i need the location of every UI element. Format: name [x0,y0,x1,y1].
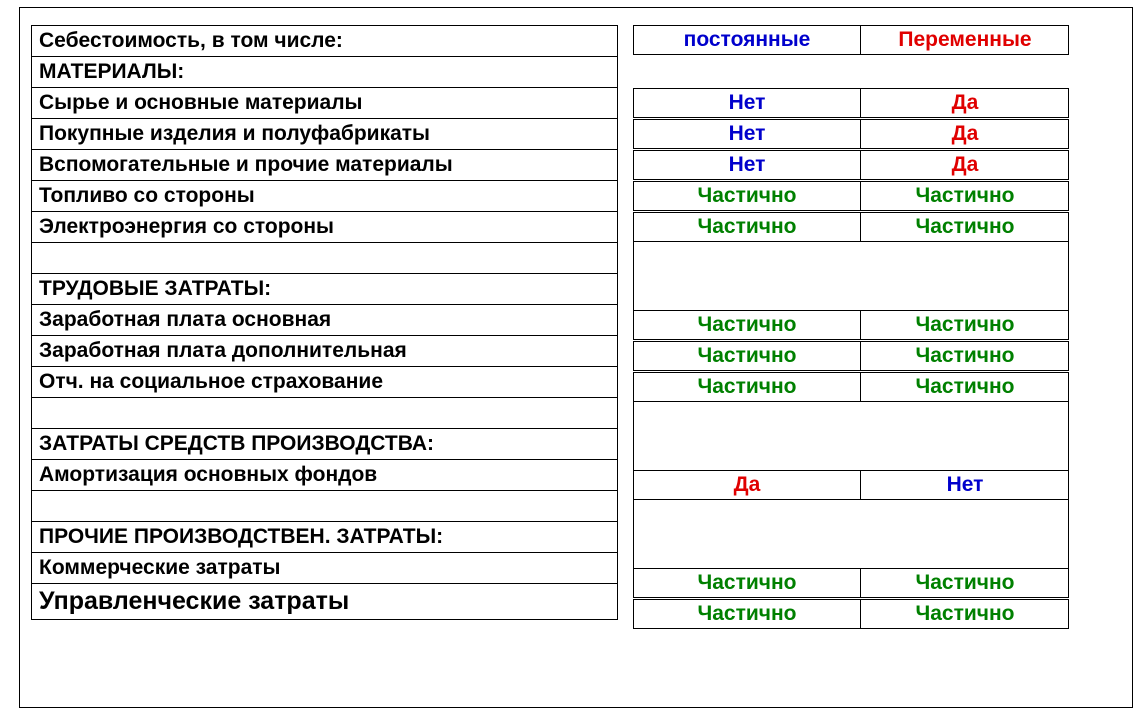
fixed-value: Частично [634,213,861,241]
blank-row [31,491,618,522]
blank-row [31,398,618,429]
fixed-value: Нет [634,120,861,148]
variable-value: Частично [915,313,1015,336]
fixed-value: Частично [634,342,861,370]
header-variable: Переменные [898,28,1032,51]
cost-item: Заработная плата основная [31,305,618,336]
classification-header [633,25,1069,55]
variable-value: Частично [915,602,1015,625]
blank-block [633,500,1069,570]
cost-item-header: Себестоимость, в том числе: [31,25,618,57]
fixed-value: Частично [634,182,861,210]
fixed-value: Частично [634,569,861,597]
cost-item: Управленческие затраты [31,584,618,620]
variable-value: Частично [915,571,1015,594]
header-fixed: постоянные [634,26,861,54]
section-production-means: ЗАТРАТЫ СРЕДСТВ ПРОИЗВОДСТВА: [31,429,618,460]
fixed-value: Да [634,471,861,499]
blank-block [633,402,1069,472]
cost-item: Амортизация основных фондов [31,460,618,491]
section-labor: ТРУДОВЫЕ ЗАТРАТЫ: [31,274,618,305]
classification-row [633,119,1069,149]
variable-value: Да [951,91,979,114]
classification-row [633,372,1069,402]
blank-row [31,243,618,274]
fixed-value: Частично [634,600,861,628]
classification-row [633,470,1069,500]
variable-value: Частично [915,344,1015,367]
fixed-value: Частично [634,311,861,339]
variable-value: Частично [915,375,1015,398]
fixed-value: Нет [634,151,861,179]
cost-items-table [31,25,618,620]
classification-row [633,310,1069,340]
variable-value: Да [951,153,979,176]
fixed-value: Нет [634,89,861,117]
cost-item: Электроэнергия со стороны [31,212,618,243]
classification-row [633,599,1069,629]
variable-value: Нет [946,473,984,496]
cost-item: Коммерческие затраты [31,553,618,584]
classification-row [633,88,1069,118]
variable-value: Да [951,122,979,145]
classification-row [633,181,1069,211]
cost-item: Заработная плата дополнительная [31,336,618,367]
classification-row [633,150,1069,180]
cost-item: Топливо со стороны [31,181,618,212]
classification-row [633,341,1069,371]
cost-item: Вспомогательные и прочие материалы [31,150,618,181]
classification-row [633,212,1069,242]
variable-value: Частично [915,184,1015,207]
blank-block [633,242,1069,312]
variable-value: Частично [915,215,1015,238]
cost-item: Отч. на социальное страхование [31,367,618,398]
classification-row [633,568,1069,598]
cost-item: Сырье и основные материалы [31,88,618,119]
cost-item: Покупные изделия и полуфабрикаты [31,119,618,150]
section-materials: МАТЕРИАЛЫ: [31,57,618,88]
section-other: ПРОЧИЕ ПРОИЗВОДСТВЕН. ЗАТРАТЫ: [31,522,618,553]
fixed-value: Частично [634,373,861,401]
